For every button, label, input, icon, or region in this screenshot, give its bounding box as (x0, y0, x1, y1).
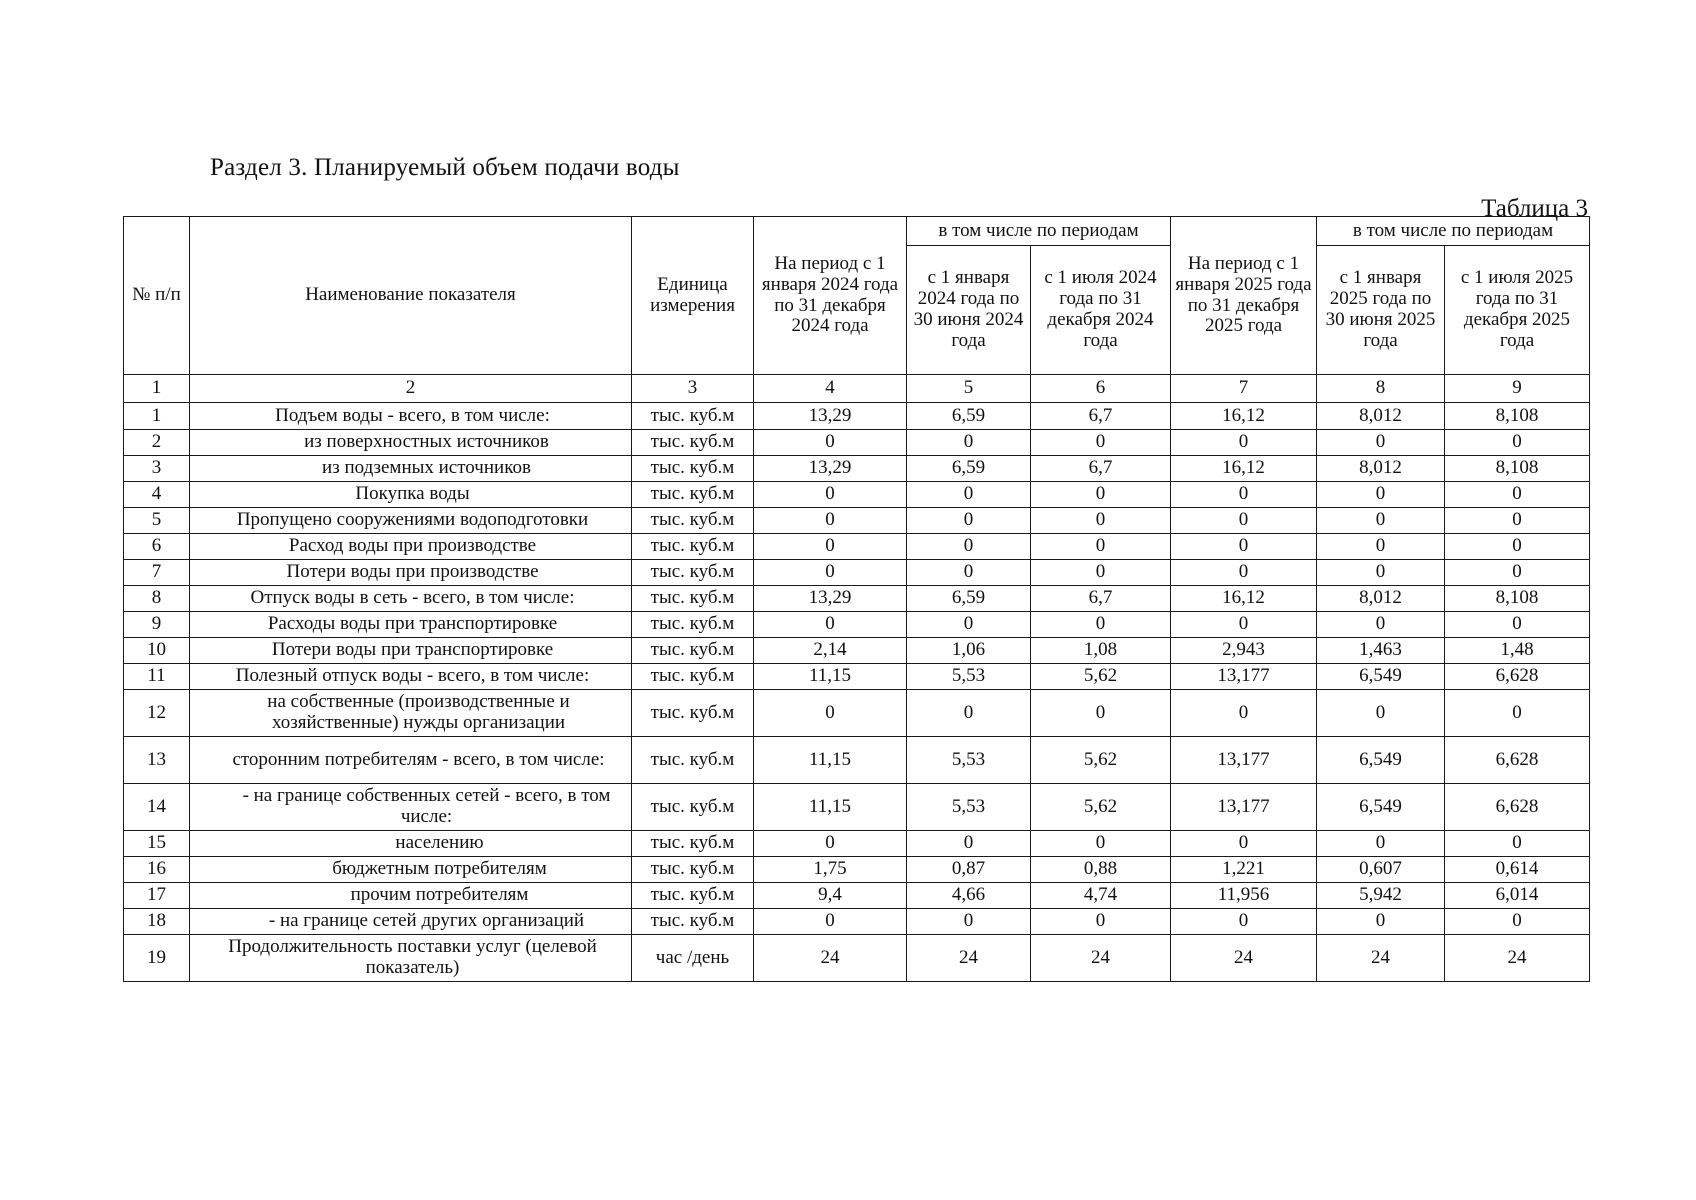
row-value: 0 (907, 534, 1031, 560)
table-row (124, 690, 1590, 737)
row-number: 15 (124, 831, 190, 857)
row-value: 2,943 (1171, 638, 1317, 664)
column-number: 7 (1171, 375, 1317, 403)
row-value: 0 (754, 690, 907, 737)
row-name: бюджетным потребителям (190, 857, 632, 883)
header-group-2024: в том числе по периодам (907, 217, 1171, 246)
table-row (124, 909, 1590, 935)
row-value: 5,942 (1317, 883, 1445, 909)
row-value: 0 (1445, 508, 1590, 534)
row-value: 0 (754, 560, 907, 586)
table-row (124, 883, 1590, 909)
row-value: 11,15 (754, 784, 907, 831)
row-value: 0 (1031, 508, 1171, 534)
row-value: 0 (907, 482, 1031, 508)
row-value: 0 (1031, 430, 1171, 456)
row-value: 13,29 (754, 403, 907, 430)
row-number: 13 (124, 737, 190, 784)
row-value: 5,53 (907, 664, 1031, 690)
table-row (124, 534, 1590, 560)
table-row (124, 430, 1590, 456)
row-value: 0 (754, 612, 907, 638)
row-unit: тыс. куб.м (632, 831, 754, 857)
row-value: 1,75 (754, 857, 907, 883)
row-number: 10 (124, 638, 190, 664)
row-number: 19 (124, 935, 190, 982)
row-value: 0,607 (1317, 857, 1445, 883)
column-number: 2 (190, 375, 632, 403)
row-value: 13,29 (754, 456, 907, 482)
row-unit: тыс. куб.м (632, 737, 754, 784)
table-row (124, 482, 1590, 508)
row-value: 5,53 (907, 784, 1031, 831)
row-value: 0 (1031, 534, 1171, 560)
row-value: 0 (907, 909, 1031, 935)
row-value: 8,108 (1445, 403, 1590, 430)
row-value: 0,614 (1445, 857, 1590, 883)
row-value: 11,15 (754, 737, 907, 784)
row-value: 8,108 (1445, 456, 1590, 482)
row-value: 0 (1317, 534, 1445, 560)
column-number-row (124, 375, 1590, 403)
row-value: 0 (1031, 831, 1171, 857)
row-value: 24 (1031, 935, 1171, 982)
row-unit: тыс. куб.м (632, 883, 754, 909)
table-row (124, 456, 1590, 482)
row-value: 0 (754, 482, 907, 508)
header-h2-2025: с 1 июля 2025 года по 31 декабря 2025 года (1445, 246, 1590, 375)
row-value: 24 (1445, 935, 1590, 982)
column-number: 6 (1031, 375, 1171, 403)
row-number: 17 (124, 883, 190, 909)
row-value: 0 (1171, 482, 1317, 508)
row-value: 0 (1317, 508, 1445, 534)
row-value: 6,628 (1445, 664, 1590, 690)
row-number: 2 (124, 430, 190, 456)
row-value: 24 (1171, 935, 1317, 982)
row-name: Пропущено сооружениями водоподготовки (190, 508, 632, 534)
row-value: 0 (1317, 690, 1445, 737)
row-value: 0 (1031, 560, 1171, 586)
row-value: 0 (1445, 831, 1590, 857)
row-unit: тыс. куб.м (632, 690, 754, 737)
row-number: 16 (124, 857, 190, 883)
row-value: 1,221 (1171, 857, 1317, 883)
section-title: Раздел 3. Планируемый объем подачи воды (210, 154, 680, 181)
row-value: 13,177 (1171, 784, 1317, 831)
row-unit: тыс. куб.м (632, 909, 754, 935)
row-value: 5,62 (1031, 737, 1171, 784)
row-value: 0 (1031, 482, 1171, 508)
row-unit: тыс. куб.м (632, 403, 754, 430)
row-unit: тыс. куб.м (632, 857, 754, 883)
row-value: 16,12 (1171, 456, 1317, 482)
column-number: 1 (124, 375, 190, 403)
row-value: 0 (1445, 534, 1590, 560)
row-value: 0 (1317, 909, 1445, 935)
row-value: 0 (1031, 909, 1171, 935)
row-value: 0 (1445, 909, 1590, 935)
row-value: 11,15 (754, 664, 907, 690)
row-value: 8,108 (1445, 586, 1590, 612)
row-value: 0 (1445, 690, 1590, 737)
row-value: 5,53 (907, 737, 1031, 784)
row-name: из поверхностных источников (190, 430, 632, 456)
row-value: 0 (1445, 612, 1590, 638)
row-number: 12 (124, 690, 190, 737)
row-value: 13,177 (1171, 664, 1317, 690)
column-number: 4 (754, 375, 907, 403)
row-name: Полезный отпуск воды - всего, в том числе: (190, 664, 632, 690)
header-num: № п/п (124, 217, 190, 375)
row-value: 0 (1171, 560, 1317, 586)
table-row (124, 857, 1590, 883)
row-unit: тыс. куб.м (632, 664, 754, 690)
row-value: 13,29 (754, 586, 907, 612)
header-name: Наименование показателя (190, 217, 632, 375)
row-value: 1,463 (1317, 638, 1445, 664)
row-value: 6,628 (1445, 737, 1590, 784)
row-value: 6,59 (907, 586, 1031, 612)
row-number: 8 (124, 586, 190, 612)
row-value: 0 (907, 612, 1031, 638)
row-value: 1,06 (907, 638, 1031, 664)
row-value: 5,62 (1031, 784, 1171, 831)
row-value: 6,7 (1031, 586, 1171, 612)
row-unit: тыс. куб.м (632, 534, 754, 560)
row-name: прочим потребителям (190, 883, 632, 909)
row-unit: тыс. куб.м (632, 482, 754, 508)
row-name: Подъем воды - всего, в том числе: (190, 403, 632, 430)
row-value: 0 (1171, 690, 1317, 737)
table-label: Таблица 3 (1481, 195, 1588, 222)
row-value: 9,4 (754, 883, 907, 909)
row-number: 6 (124, 534, 190, 560)
row-value: 6,549 (1317, 664, 1445, 690)
header-group-2025: в том числе по периодам (1317, 217, 1590, 246)
row-name: - на границе собственных сетей - всего, в том числе: (190, 784, 632, 831)
row-number: 14 (124, 784, 190, 831)
row-name: Покупка воды (190, 482, 632, 508)
row-value: 1,08 (1031, 638, 1171, 664)
row-value: 0,88 (1031, 857, 1171, 883)
row-value: 6,7 (1031, 403, 1171, 430)
row-number: 4 (124, 482, 190, 508)
header-period-2024: На период с 1 января 2024 года по 31 декабря 2024 года (754, 217, 907, 375)
row-value: 0 (1031, 690, 1171, 737)
row-value: 0 (1445, 560, 1590, 586)
row-value: 0 (907, 430, 1031, 456)
row-value: 4,74 (1031, 883, 1171, 909)
row-number: 18 (124, 909, 190, 935)
row-name: сторонним потребителям - всего, в том числе: (190, 737, 632, 784)
row-unit: тыс. куб.м (632, 784, 754, 831)
row-name: - на границе сетей других организаций (190, 909, 632, 935)
table-row (124, 403, 1590, 430)
row-number: 5 (124, 508, 190, 534)
row-value: 24 (754, 935, 907, 982)
row-value: 0 (1171, 831, 1317, 857)
row-value: 0 (1317, 612, 1445, 638)
header-h1-2025: с 1 января 2025 года по 30 июня 2025 года (1317, 246, 1445, 375)
table-row (124, 935, 1590, 982)
row-name: населению (190, 831, 632, 857)
row-unit: тыс. куб.м (632, 430, 754, 456)
row-value: 8,012 (1317, 456, 1445, 482)
row-value: 24 (907, 935, 1031, 982)
row-value: 13,177 (1171, 737, 1317, 784)
row-number: 3 (124, 456, 190, 482)
row-name: из подземных источников (190, 456, 632, 482)
row-unit: тыс. куб.м (632, 612, 754, 638)
row-value: 0 (754, 430, 907, 456)
row-value: 0 (754, 831, 907, 857)
row-value: 0 (1171, 612, 1317, 638)
column-number: 3 (632, 375, 754, 403)
row-value: 0 (1031, 612, 1171, 638)
row-name: Потери воды при производстве (190, 560, 632, 586)
row-number: 1 (124, 403, 190, 430)
row-value: 0 (907, 831, 1031, 857)
table-row (124, 784, 1590, 831)
row-unit: тыс. куб.м (632, 638, 754, 664)
row-value: 6,549 (1317, 784, 1445, 831)
header-h1-2024: с 1 января 2024 года по 30 июня 2024 года (907, 246, 1031, 375)
row-value: 0 (754, 534, 907, 560)
row-value: 0 (1317, 560, 1445, 586)
header-row-top (124, 217, 1590, 246)
row-value: 0 (907, 508, 1031, 534)
row-value: 6,628 (1445, 784, 1590, 831)
row-value: 0 (907, 690, 1031, 737)
row-value: 4,66 (907, 883, 1031, 909)
row-unit: тыс. куб.м (632, 456, 754, 482)
row-value: 0 (754, 508, 907, 534)
row-value: 0 (1171, 534, 1317, 560)
row-unit: тыс. куб.м (632, 560, 754, 586)
row-value: 2,14 (754, 638, 907, 664)
row-unit: тыс. куб.м (632, 508, 754, 534)
row-value: 0 (1171, 430, 1317, 456)
row-value: 11,956 (1171, 883, 1317, 909)
row-value: 0 (1171, 909, 1317, 935)
row-value: 0 (1171, 508, 1317, 534)
column-number: 5 (907, 375, 1031, 403)
row-value: 0 (1317, 482, 1445, 508)
header-unit: Единица измерения (632, 217, 754, 375)
table-row (124, 664, 1590, 690)
row-value: 6,549 (1317, 737, 1445, 784)
row-unit: час /день (632, 935, 754, 982)
row-value: 5,62 (1031, 664, 1171, 690)
table-row (124, 508, 1590, 534)
water-supply-table (123, 216, 1590, 982)
table-row (124, 612, 1590, 638)
row-value: 0,87 (907, 857, 1031, 883)
row-value: 16,12 (1171, 403, 1317, 430)
row-name: Расход воды при производстве (190, 534, 632, 560)
row-value: 8,012 (1317, 586, 1445, 612)
row-value: 24 (1317, 935, 1445, 982)
header-h2-2024: с 1 июля 2024 года по 31 декабря 2024 года (1031, 246, 1171, 375)
header-period-2025: На период с 1 января 2025 года по 31 декабря 2025 года (1171, 217, 1317, 375)
row-value: 0 (907, 560, 1031, 586)
row-name: Расходы воды при транспортировке (190, 612, 632, 638)
row-number: 9 (124, 612, 190, 638)
row-name: на собственные (производственные и хозяйственные) нужды организации (190, 690, 632, 737)
row-value: 0 (1445, 482, 1590, 508)
row-name: Продолжительность поставки услуг (целевой показатель) (190, 935, 632, 982)
column-number: 8 (1317, 375, 1445, 403)
row-value: 1,48 (1445, 638, 1590, 664)
row-value: 0 (1445, 430, 1590, 456)
table-row (124, 586, 1590, 612)
column-number: 9 (1445, 375, 1590, 403)
table-row (124, 638, 1590, 664)
row-unit: тыс. куб.м (632, 586, 754, 612)
row-value: 0 (754, 909, 907, 935)
row-value: 6,014 (1445, 883, 1590, 909)
table-row (124, 831, 1590, 857)
row-value: 6,7 (1031, 456, 1171, 482)
table-row (124, 560, 1590, 586)
row-value: 16,12 (1171, 586, 1317, 612)
row-number: 11 (124, 664, 190, 690)
row-value: 8,012 (1317, 403, 1445, 430)
row-value: 0 (1317, 430, 1445, 456)
row-name: Потери воды при транспортировке (190, 638, 632, 664)
row-value: 6,59 (907, 403, 1031, 430)
row-value: 0 (1317, 831, 1445, 857)
row-number: 7 (124, 560, 190, 586)
row-name: Отпуск воды в сеть - всего, в том числе: (190, 586, 632, 612)
row-value: 6,59 (907, 456, 1031, 482)
table-row (124, 737, 1590, 784)
